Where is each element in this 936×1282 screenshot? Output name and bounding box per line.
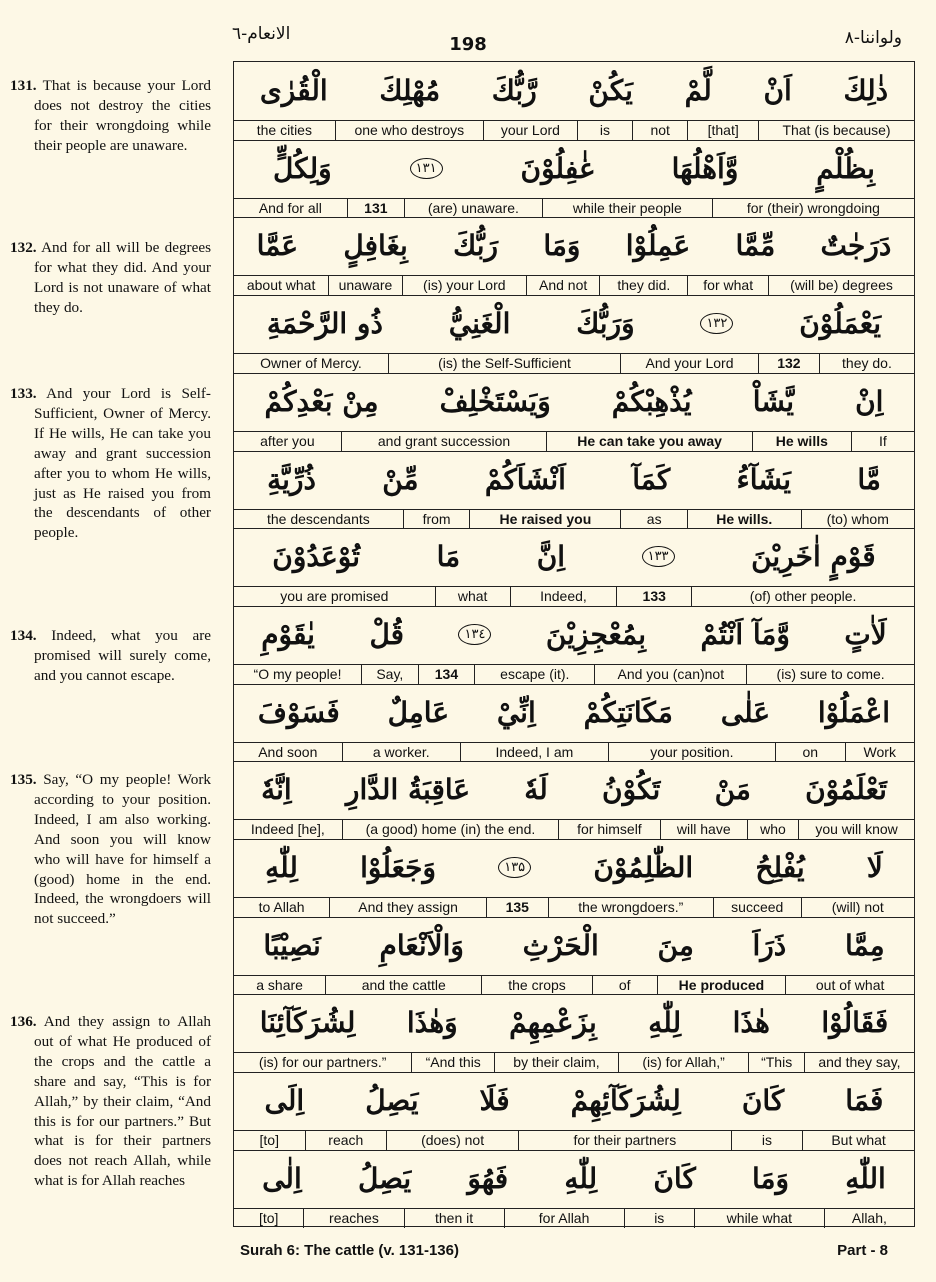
english-gloss-line (234, 275, 914, 295)
arabic-word: يَصِلُ (357, 1161, 412, 1195)
gloss-cell: about what (246, 277, 316, 294)
translation-note-134: 134. Indeed, what you are promised will surely come, and you cannot escape. (10, 627, 212, 684)
row-divider (234, 295, 914, 296)
verse-number-cell: 133 (616, 587, 691, 606)
arabic-word: مَّا (857, 462, 881, 496)
arabic-word: مَنْ (714, 773, 751, 807)
gloss-cell: And you (can)not (594, 665, 746, 684)
arabic-word: الْقُرٰى (259, 74, 328, 107)
arabic-word: بِظُلْمٍ (816, 151, 875, 185)
arabic-word: قَوْمٍ اٰخَرِيْنَ (751, 540, 876, 574)
gloss-cell: Indeed, I am (460, 743, 608, 762)
arabic-word: عَمَّا (256, 229, 299, 263)
page-number: 198 (449, 34, 487, 55)
arabic-word: يَشَآءُ (736, 462, 792, 496)
arabic-line (234, 994, 914, 1051)
arabic-word: كَانَ (741, 1084, 785, 1118)
row-divider (234, 761, 914, 762)
arabic-word: مِّنْ (382, 462, 419, 496)
arabic-word: اِلَى (264, 1084, 305, 1118)
arabic-word: يَصِلُ (365, 1084, 419, 1118)
row-divider (234, 1150, 914, 1151)
gloss-cell: (of) other people. (691, 587, 914, 606)
arabic-word: مِّمَّا (735, 229, 776, 263)
gloss-cell: of (592, 976, 657, 995)
arabic-line (234, 140, 914, 197)
gloss-cell: from (403, 510, 470, 529)
arabic-line (234, 217, 914, 274)
gloss-cell: Say, (361, 665, 418, 684)
english-gloss-line (234, 742, 914, 762)
arabic-word: دَرَجٰتٌ (820, 229, 892, 263)
arabic-line (234, 606, 914, 663)
verse-row (234, 606, 914, 684)
arabic-word: لِشُرَكَآئِنَا (259, 1006, 356, 1040)
translation-note-132: 132. And for all will be degrees for what they did. And your Lord is not unaware of what they do. (10, 239, 211, 316)
gloss-cell: That (is because) (758, 121, 914, 140)
arabic-line (234, 62, 914, 119)
gloss-cell: Owner of Mercy. (260, 355, 362, 372)
verse-row (234, 917, 914, 995)
arabic-word: اللّٰهِ (845, 1161, 886, 1195)
gloss-cell: (is) for our partners.” (258, 1054, 387, 1071)
arabic-word: بِمُعْجِزِيْنَ (545, 617, 647, 651)
verse-number-cell: 131 (347, 199, 404, 218)
arabic-word: قُلْ (369, 617, 405, 651)
row-divider (234, 451, 914, 452)
arabic-word: اِنْ (855, 384, 884, 418)
gloss-cell: “O my people! (253, 665, 342, 682)
english-gloss-line (234, 819, 914, 839)
gloss-cell: for their partners (518, 1131, 731, 1150)
arabic-word: لَاٰتٍ (844, 617, 887, 651)
gloss-cell: And soon (258, 743, 318, 760)
arabic-word: بِغَافِلٍ (343, 229, 408, 263)
gloss-cell: succeed (713, 898, 801, 917)
english-gloss-line (234, 509, 914, 529)
arabic-word: كَانَ (653, 1161, 696, 1195)
arabic-word: نَصِيْبًا (263, 928, 321, 962)
verse-marker: ۱۳۲ (700, 313, 733, 334)
arabic-word: الْغَنِيُّ (448, 307, 511, 341)
gloss-cell: He produced (657, 976, 786, 995)
verse-row (234, 373, 914, 451)
gloss-cell: (will be) degrees (768, 276, 914, 295)
english-gloss-line (234, 431, 914, 451)
english-gloss-line (234, 1208, 914, 1228)
arabic-word: الظّٰلِمُوْنَ (593, 851, 694, 884)
row-divider (234, 373, 914, 374)
gloss-cell: unaware (328, 276, 401, 295)
gloss-cell: escape (it). (474, 665, 594, 684)
footer-part: Part - 8 (837, 1242, 888, 1259)
gloss-cell: (is) the Self-Sufficient (388, 354, 620, 373)
verse-row (234, 1150, 914, 1228)
gloss-cell: Work (845, 743, 914, 762)
arabic-word: فَمَا (845, 1084, 884, 1118)
arabic-word: مِنْ بَعْدِكُمْ (264, 384, 379, 418)
arabic-word: الْحَرْثِ (522, 928, 599, 962)
english-gloss-line (234, 975, 914, 995)
arabic-word: اَنْ (763, 74, 792, 107)
arabic-word: فَقَالُوْا (821, 1006, 889, 1040)
arabic-word: وَّمَآ اَنْتُمْ (700, 617, 790, 651)
arabic-word: يَكُنْ (588, 74, 633, 107)
gloss-cell: for (their) wrongdoing (712, 199, 914, 218)
gloss-cell: on (775, 743, 844, 762)
arabic-word: اِنَّ (536, 540, 566, 574)
english-gloss-line (234, 1052, 914, 1072)
arabic-word: رَّبُّكَ (491, 74, 537, 107)
gloss-cell: not (632, 121, 687, 140)
gloss-cell: But what (802, 1131, 914, 1150)
translation-note-131: 131. That is because your Lord does not destroy the cities for their wrongdoing while their people are unaware. (10, 77, 211, 154)
gloss-cell: (will) not (801, 898, 915, 917)
arabic-line (234, 1072, 914, 1129)
arabic-line (234, 684, 914, 741)
arabic-word: وَجَعَلُوْا (360, 851, 436, 884)
gloss-cell: is (577, 121, 632, 140)
gloss-cell: And your Lord (620, 354, 758, 373)
gloss-cell: (does) not (386, 1131, 518, 1150)
arabic-line (234, 1150, 914, 1207)
gloss-cell: who (747, 820, 798, 839)
english-gloss-line (234, 120, 914, 140)
arabic-word: يٰقَوْمِ (261, 617, 315, 651)
arabic-word: هٰذَا (732, 1006, 770, 1040)
gloss-cell: you will know (798, 820, 914, 839)
gloss-cell: and the cattle (325, 976, 481, 995)
row-divider (234, 217, 914, 218)
gloss-cell: He raised you (469, 510, 620, 529)
english-gloss-line (234, 198, 914, 218)
gloss-cell: one who destroys (335, 121, 483, 140)
arabic-word: وَيَسْتَخْلِفْ (439, 384, 551, 418)
gloss-cell: And not (526, 276, 599, 295)
gloss-cell: they do. (819, 354, 914, 373)
arabic-line (234, 451, 914, 508)
arabic-line (234, 528, 914, 585)
translation-note-135: 135. Say, “O my people! Work according to your position. Indeed, I am also working. And soon you will know who will have for himself a (good) home in the end. Indeed, the wrongdoers will not succeed.” (10, 771, 212, 928)
arabic-word: عَاقِبَةُ الدَّارِ (345, 773, 471, 807)
gloss-cell: He wills. (687, 510, 801, 529)
verse-row (234, 528, 914, 606)
gloss-cell: reaches (303, 1209, 403, 1228)
verse-row (234, 684, 914, 762)
gloss-cell: [to] (258, 1209, 279, 1226)
arabic-word: عَلٰى (720, 695, 771, 729)
gloss-cell: the wrongdoers.” (548, 898, 713, 917)
row-divider (234, 839, 914, 840)
gloss-cell: Allah, (824, 1209, 914, 1228)
gloss-cell: for himself (558, 820, 660, 839)
arabic-word: اِلٰى (262, 1161, 302, 1195)
arabic-word: وَالْاَنْعَامِ (379, 928, 464, 962)
gloss-cell: for what (687, 276, 768, 295)
verse-marker: ۱۳٤ (458, 624, 491, 645)
arabic-line (234, 761, 914, 818)
gloss-cell: And for all (258, 199, 322, 216)
verse-number-cell: 134 (418, 665, 475, 684)
arabic-word: يُذْهِبْكُمْ (611, 384, 692, 418)
english-gloss-line (234, 1130, 914, 1150)
arabic-line (234, 295, 914, 352)
gloss-cell: [to] (259, 1132, 279, 1149)
gloss-cell: And they assign (329, 898, 486, 917)
gloss-cell: your position. (608, 743, 775, 762)
arabic-line (234, 373, 914, 430)
arabic-word: ذَرَاَ (752, 928, 787, 962)
arabic-word: فَسَوْفَ (257, 695, 340, 729)
arabic-word: مِمَّا (844, 928, 885, 962)
row-divider (234, 606, 914, 607)
verse-row (234, 1072, 914, 1150)
verse-marker: ۱۳۱ (410, 158, 443, 179)
arabic-word: تَكُوْنُ (602, 773, 661, 807)
row-divider (234, 528, 914, 529)
gloss-cell: If (851, 432, 914, 451)
arabic-line (234, 839, 914, 896)
arabic-word: مَا (436, 540, 461, 574)
arabic-word: كَمَآ (632, 462, 671, 496)
english-gloss-line (234, 353, 914, 373)
arabic-word: لَّمْ (684, 74, 712, 107)
arabic-word: تُوْعَدُوْنَ (272, 540, 361, 574)
english-gloss-line (234, 897, 914, 917)
gloss-cell: will have (660, 820, 747, 839)
arabic-word: لِلّٰهِ (564, 1161, 598, 1195)
gloss-cell: what (435, 587, 510, 606)
gloss-cell: (a good) home (in) the end. (342, 820, 558, 839)
arabic-word: مُهْلِكَ (379, 74, 441, 107)
english-gloss-line (234, 586, 914, 606)
arabic-word: ذُرِّيَّةِ (267, 462, 316, 496)
gloss-cell: the descendants (267, 510, 370, 527)
arabic-word: بِزَعْمِهِمْ (509, 1006, 597, 1040)
verse-row (234, 761, 914, 839)
gloss-cell: (to) whom (801, 510, 915, 529)
gloss-cell: after you (260, 432, 315, 449)
gloss-cell: He can take you away (546, 432, 752, 451)
verse-row (234, 217, 914, 295)
gloss-cell: “And this (411, 1053, 494, 1072)
gloss-cell: they did. (599, 276, 687, 295)
gloss-cell: your Lord (483, 121, 577, 140)
arabic-word: لِلّٰهِ (648, 1006, 682, 1040)
arabic-word: عَمِلُوْا (625, 229, 691, 263)
verse-row (234, 295, 914, 373)
gloss-cell: you are promised (280, 588, 389, 605)
arabic-word: وَهٰذَا (406, 1006, 458, 1040)
gloss-cell: as (620, 510, 687, 529)
gloss-cell: to Allah (258, 899, 305, 915)
arabic-line (234, 917, 914, 974)
arabic-word: يُفْلِحُ (755, 851, 805, 884)
gloss-cell: and they say, (804, 1053, 914, 1072)
verse-row (234, 62, 914, 140)
verse-marker: ۱۳۵ (498, 857, 531, 878)
arabic-word: اعْمَلُوْا (817, 695, 891, 729)
arabic-word: وَمَا (751, 1161, 790, 1195)
arabic-word: اَنْشَاَكُمْ (484, 462, 566, 496)
verse-marker: ۱۳۳ (642, 546, 675, 567)
verse-row (234, 140, 914, 218)
row-divider (234, 1072, 914, 1073)
gloss-cell: Indeed, (510, 587, 617, 606)
gloss-cell: the cities (256, 122, 312, 138)
arabic-word: مِنَ (657, 928, 694, 962)
gloss-cell: (is) for Allah,” (618, 1053, 749, 1072)
gloss-cell: (is) your Lord (402, 276, 526, 295)
gloss-cell: while their people (542, 199, 712, 218)
gloss-cell: is (624, 1209, 694, 1228)
gloss-cell: while what (694, 1209, 824, 1228)
arabic-word: وَمَا (543, 229, 581, 263)
verse-number-cell: 132 (758, 354, 819, 373)
header-part-name: ولواننا-٨ (844, 28, 902, 48)
header-surah-name: الانعام-٦ (232, 24, 291, 44)
row-divider (234, 917, 914, 918)
row-divider (234, 140, 914, 141)
gloss-cell: is (731, 1131, 803, 1150)
gloss-cell: out of what (785, 976, 914, 995)
translation-note-133: 133. And your Lord is Self-Sufficient, Owner of Mercy. If He wills, He can take you away and grant succession after you to whom He wills, just as He raised you from the descendants of other people. (10, 385, 211, 542)
arabic-word: لَا (866, 851, 883, 884)
english-gloss-line (234, 664, 914, 684)
arabic-word: لَهٗ (524, 773, 548, 807)
verse-row (234, 994, 914, 1072)
verse-row (234, 451, 914, 529)
gloss-cell: the crops (481, 976, 591, 995)
gloss-cell: (is) sure to come. (746, 665, 914, 684)
arabic-word: اِنَّهٗ (261, 773, 292, 807)
row-divider (234, 994, 914, 995)
arabic-word: وَّاَهْلُهَا (671, 151, 739, 185)
arabic-word: وَرَبُّكَ (576, 307, 635, 341)
arabic-word: يَعْمَلُوْنَ (799, 307, 882, 341)
arabic-word: عَامِلٌ (387, 695, 450, 729)
arabic-word: فَهُوَ (467, 1161, 509, 1195)
gloss-cell: (are) unaware. (404, 199, 542, 218)
arabic-word: يَّشَاْ (752, 384, 794, 418)
verse-number-cell: 135 (486, 898, 548, 917)
gloss-cell: a share (256, 976, 303, 993)
gloss-cell: for Allah (504, 1209, 624, 1228)
arabic-word: لِشُرَكَآئِهِمْ (570, 1084, 681, 1118)
arabic-word: تَعْلَمُوْنَ (805, 773, 887, 807)
arabic-word: فَلَا (479, 1084, 510, 1118)
arabic-word: وَلِكُلٍّ (272, 151, 332, 185)
arabic-word: ذُو الرَّحْمَةِ (266, 307, 383, 341)
arabic-word: ذٰلِكَ (843, 74, 889, 107)
arabic-word: مَكَانَتِكُمْ (583, 695, 673, 729)
arabic-word: رَبُّكَ (453, 229, 499, 263)
gloss-cell: He wills (752, 432, 851, 451)
gloss-cell: and grant succession (341, 432, 547, 451)
gloss-cell: Indeed [he], (250, 821, 325, 838)
word-by-word-grid (233, 61, 915, 1227)
arabic-word: غٰفِلُوْنَ (520, 151, 594, 185)
gloss-cell: by their claim, (494, 1053, 618, 1072)
verse-row (234, 839, 914, 917)
row-divider (234, 684, 914, 685)
gloss-cell: reach (305, 1131, 387, 1150)
arabic-word: اِنِّيْ (496, 695, 536, 729)
gloss-cell: [that] (687, 121, 758, 140)
footer-surah: Surah 6: The cattle (v. 131-136) (240, 1242, 459, 1259)
gloss-cell: “This (748, 1053, 804, 1072)
arabic-word: لِلّٰهِ (265, 851, 298, 884)
gloss-cell: a worker. (342, 743, 460, 762)
translation-note-136: 136. And they assign to Allah out of what He produced of the crops and the cattle a share and say, “This is for Allah,” by their claim, “And this is for our partners.” But what is for their partners does not reach Allah, while what is for Allah reaches (10, 1013, 211, 1190)
gloss-cell: then it (404, 1209, 504, 1228)
